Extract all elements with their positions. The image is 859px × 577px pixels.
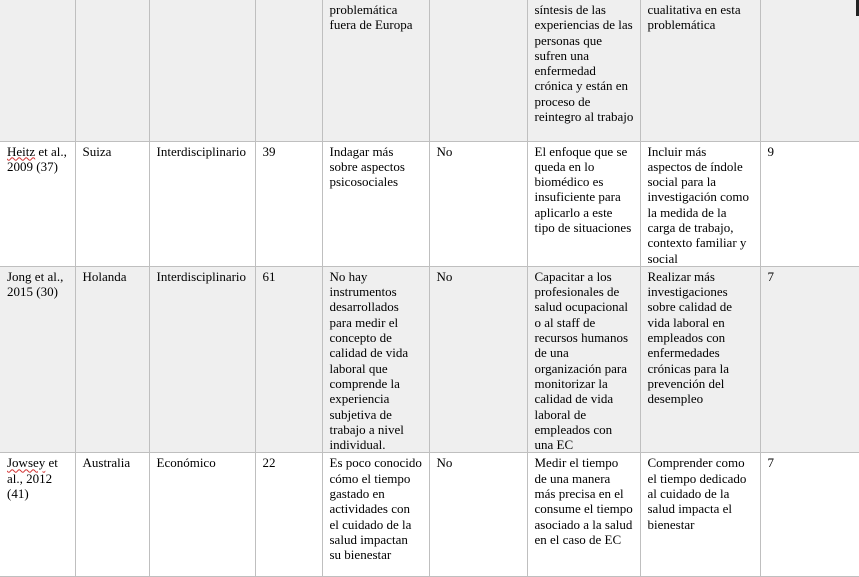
proposal-cell: No	[429, 266, 527, 453]
score-cell	[760, 0, 859, 141]
future-cell: Incluir más aspectos de índole social para la investigación como la medida de la carga de trabajo, contexto familiar y social	[640, 141, 760, 266]
author-rest: Jong et al., 2015 (30)	[7, 268, 64, 300]
approach-cell	[149, 0, 255, 141]
author-cell	[0, 141, 75, 266]
approach-cell: Económico	[149, 453, 255, 577]
author-cell	[0, 453, 75, 577]
proposal-cell: No	[429, 453, 527, 577]
country-cell	[75, 0, 149, 141]
table-row	[0, 453, 859, 577]
limitation-cell: problemática fuera de Europa	[322, 0, 429, 141]
score-cell: 7	[760, 266, 859, 453]
future-cell: Comprender como el tiempo dedicado al cuidado de la salud impacta el bienestar	[640, 453, 760, 577]
contribution-cell: Medir el tiempo de una manera más precisa en el consume el tiempo asociado a la salud en el caso de EC	[527, 453, 640, 577]
sample-cell: 39	[255, 141, 322, 266]
author-surname: Heitz	[7, 143, 36, 159]
table-row	[0, 0, 859, 141]
score-cell: 7	[760, 453, 859, 577]
country-cell: Australia	[75, 453, 149, 577]
future-cell: cualitativa en esta problemática	[640, 0, 760, 141]
author-cell	[0, 266, 75, 453]
limitation-cell: Indagar más sobre aspectos psicosociales	[322, 141, 429, 266]
table-row	[0, 141, 859, 266]
limitation-cell: No hay instrumentos desarrollados para medir el concepto de calidad de vida laboral que comprende la experiencia subjetiva de trabajo a nivel individual.	[322, 266, 429, 453]
author-rest: et al., 2012 (41)	[7, 455, 58, 502]
approach-cell: Interdisciplinario	[149, 266, 255, 453]
proposal-cell: No	[429, 141, 527, 266]
sample-cell: 61	[255, 266, 322, 453]
sample-cell	[255, 0, 322, 141]
country-cell: Holanda	[75, 266, 149, 453]
limitation-cell: Es poco conocido cómo el tiempo gastado en actividades con el cuidado de la salud impactan su bienestar	[322, 453, 429, 577]
approach-cell: Interdisciplinario	[149, 141, 255, 266]
contribution-cell: síntesis de las experiencias de las personas que sufren una enfermedad crónica y están en proceso de reintegro al trabajo	[527, 0, 640, 141]
author-rest: et al., 2009 (37)	[7, 143, 67, 174]
future-cell: Realizar más investigaciones sobre calidad de vida laboral en empleados con enfermedades crónicas para la prevención del desempleo	[640, 266, 760, 453]
contribution-cell: El enfoque que se queda en lo biomédico es insuficiente para aplicarlo a este tipo de situaciones	[527, 141, 640, 266]
table-row	[0, 266, 859, 453]
author-cell	[0, 0, 75, 141]
score-cell: 9	[760, 141, 859, 266]
sample-cell: 22	[255, 453, 322, 577]
proposal-cell	[429, 0, 527, 141]
author-surname: Jowsey	[7, 455, 46, 471]
contribution-cell: Capacitar a los profesionales de salud ocupacional o al staff de recursos humanos de una organización para monitorizar la calidad de vida laboral de empleados con una EC	[527, 266, 640, 453]
country-cell: Suiza	[75, 141, 149, 266]
